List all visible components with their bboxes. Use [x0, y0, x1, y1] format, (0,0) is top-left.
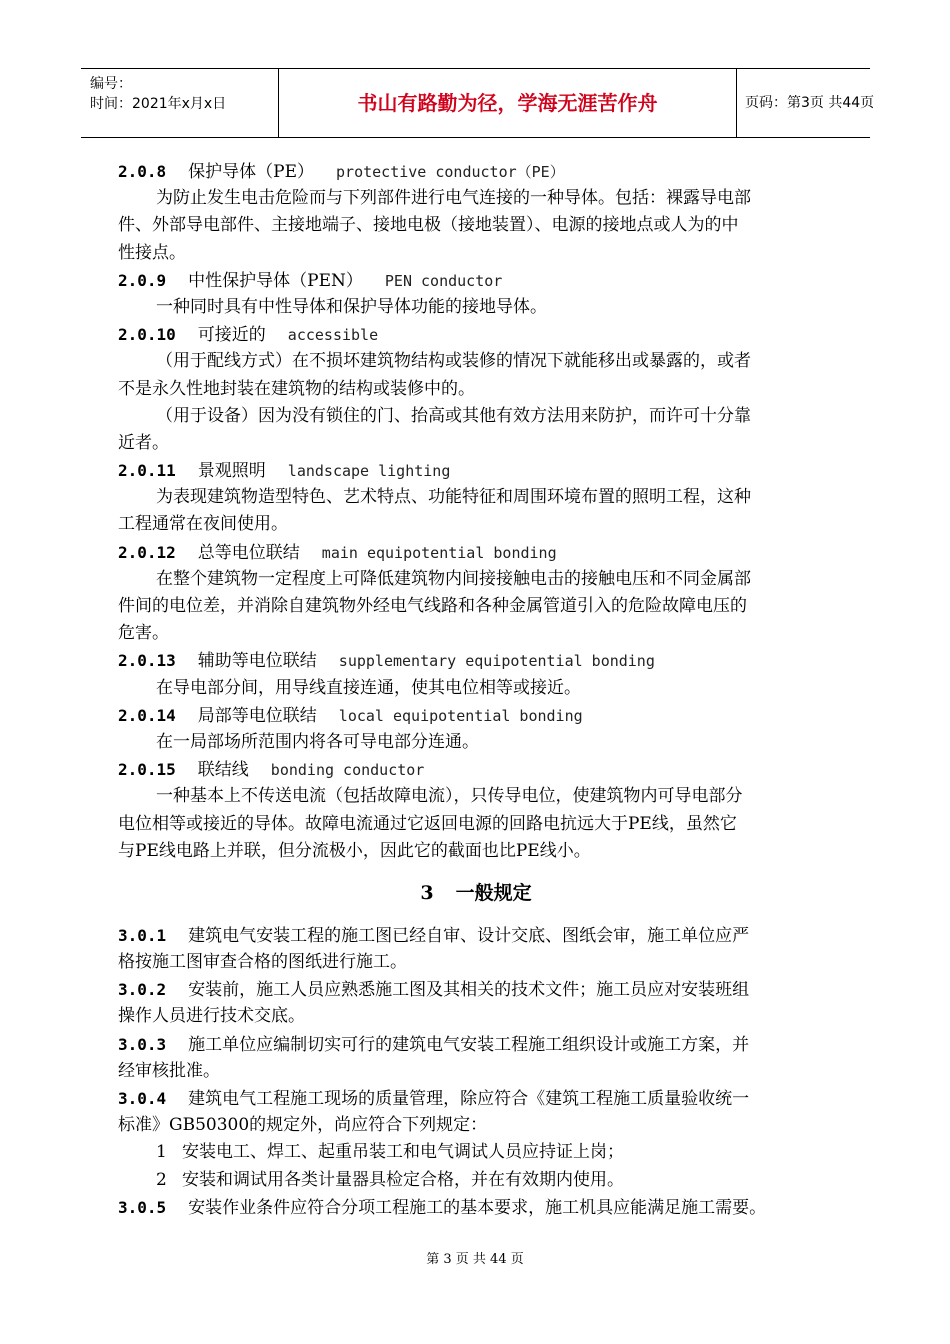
- rule-text: 安装前，施工人员应熟悉施工图及其相关的技术文件；施工员应对安装班组: [188, 980, 750, 1001]
- rule-first-line: [118, 1085, 834, 1112]
- rule-number: 3.0.5: [118, 1197, 167, 1217]
- term-definition-line: 在整个建筑物一定程度上可降低建筑物内间接接触电击的接触电压和不同金属部: [156, 568, 751, 589]
- page-footer: 第 3 页 共 44 页: [426, 1252, 524, 1267]
- term-title: 可接近的: [197, 325, 266, 346]
- term-heading: [118, 756, 834, 783]
- term-number: 2.0.14: [118, 705, 176, 725]
- rule-first-line: [118, 1194, 834, 1221]
- rule-continuation-line: 格按施工图审查合格的图纸进行施工。: [118, 952, 407, 973]
- term-title: 辅助等电位联结: [197, 651, 317, 672]
- term-english: supplementary equipotential bonding: [338, 652, 655, 671]
- term-definition-line: 危害。: [118, 623, 169, 644]
- term-definition-line: 近者。: [118, 432, 169, 453]
- rule-continuation-line: 经审核批准。: [118, 1060, 220, 1081]
- sub-item: [118, 1167, 834, 1194]
- term-definition-line: 在一局部场所范围内将各可导电部分连通。: [156, 731, 479, 752]
- term-definition-line: 一种同时具有中性导体和保护导体功能的接地导体。: [156, 296, 547, 317]
- term-number: 2.0.13: [118, 651, 176, 671]
- sub-item: [118, 1139, 834, 1166]
- term-number: 2.0.10: [118, 325, 176, 345]
- rule-continuation-line: 标准》GB50300的规定外，尚应符合下列规定：: [118, 1115, 488, 1136]
- header-motto: 书山有路勤为径，学海无涯苦作舟: [279, 69, 737, 137]
- term-english: protective conductor（PE）: [336, 163, 565, 181]
- term-heading: [118, 267, 834, 294]
- term-number: 2.0.8: [118, 162, 167, 181]
- rule-text: 安装作业条件应符合分项工程施工的基本要求，施工机具应能满足施工需要。: [188, 1197, 767, 1218]
- header-meta: [81, 69, 279, 137]
- rule-number: 3.0.4: [118, 1089, 167, 1108]
- term-heading: [118, 702, 834, 729]
- section-title: 一般规定: [455, 881, 532, 904]
- header-table: [81, 68, 875, 138]
- rule-number: 3.0.2: [118, 980, 167, 1000]
- term-english: bonding conductor: [270, 761, 425, 780]
- term-definition-line: 一种基本上不传送电流（包括故障电流），只传导电位，使建筑物内可导电部分: [156, 786, 743, 807]
- term-english: local equipotential bonding: [338, 706, 583, 725]
- term-heading: [118, 647, 834, 674]
- term-definition-line: 电位相等或接近的导体。故障电流通过它返回电源的回路电抗远大于PE线，虽然它: [118, 813, 737, 834]
- sub-item-number: 1: [156, 1142, 167, 1163]
- rule-continuation-line: 操作人员进行技术交底。: [118, 1006, 305, 1027]
- term-definition-line: （用于配线方式）在不损坏建筑物结构或装修的情况下就能移出或暴露的，或者: [156, 351, 751, 372]
- term-title: 景观照明: [197, 461, 266, 482]
- term-definition-line: 件、外部导电部件、主接地端子、接地电极（接地装置）、电源的接地点或人为的中: [118, 215, 739, 236]
- term-title: 中性保护导体（PEN）: [188, 270, 363, 291]
- section-number: 3: [420, 881, 434, 904]
- rule-first-line: [118, 1031, 834, 1058]
- rule-first-line: [118, 922, 834, 949]
- term-number: 2.0.12: [118, 542, 176, 562]
- term-title: 局部等电位联结: [197, 705, 317, 726]
- sub-item-number: 2: [156, 1169, 167, 1190]
- term-heading: [118, 158, 834, 185]
- rule-number: 3.0.3: [118, 1034, 167, 1054]
- term-english: main equipotential bonding: [321, 543, 557, 562]
- term-number: 2.0.11: [118, 461, 176, 481]
- term-definition-line: 工程通常在夜间使用。: [118, 514, 288, 535]
- term-english: accessible: [287, 326, 379, 345]
- term-heading: [118, 457, 834, 484]
- term-definition-line: 为防止发生电击危险而与下列部件进行电气连接的一种导体。包括：裸露导电部: [156, 188, 751, 209]
- term-heading: [118, 321, 834, 348]
- term-definition-line: 性接点。: [118, 242, 186, 263]
- rule-first-line: [118, 976, 834, 1003]
- rule-text: 建筑电气安装工程的施工图已经自审、设计交底、图纸会审，施工单位应严: [188, 925, 750, 946]
- term-heading: [118, 539, 834, 566]
- term-title: 联结线: [197, 760, 249, 781]
- rule-text: 建筑电气工程施工现场的质量管理，除应符合《建筑工程施工质量验收统一: [188, 1089, 750, 1109]
- term-english: PEN conductor: [384, 271, 503, 290]
- header-page-info: 页码：第3页 共44页: [745, 95, 875, 111]
- term-definition-line: 为表现建筑物造型特色、艺术特点、功能特征和周围环境布置的照明工程，这种: [156, 487, 751, 508]
- term-number: 2.0.15: [118, 760, 176, 780]
- term-english: landscape lighting: [287, 462, 451, 481]
- doc-date: 时间：2021年x月x日: [90, 96, 227, 112]
- document-body: [118, 158, 834, 1221]
- rule-text: 施工单位应编制切实可行的建筑电气安装工程施工组织设计或施工方案，并: [188, 1034, 750, 1055]
- term-definition-line: 件间的电位差，并消除自建筑物外经电气线路和各种金属管道引入的危险故障电压的: [118, 596, 747, 616]
- term-definition-line: 不是永久性地封装在建筑物的结构或装修中的。: [118, 378, 475, 399]
- rule-number: 3.0.1: [118, 925, 167, 945]
- section-heading: [118, 865, 834, 922]
- term-number: 2.0.9: [118, 270, 167, 290]
- term-title: 保护导体（PE）: [188, 162, 315, 182]
- sub-item-text: 安装电工、焊工、起重吊装工和电气调试人员应持证上岗；: [182, 1142, 624, 1163]
- term-title: 总等电位联结: [197, 542, 300, 563]
- term-definition-line: 与PE线电路上并联，但分流极小，因此它的截面也比PE线小。: [118, 840, 591, 861]
- term-definition-line: （用于设备）因为没有锁住的门、抬高或其他有效方法用来防护，而许可十分靠: [156, 405, 751, 426]
- sub-item-text: 安装和调试用各类计量器具检定合格，并在有效期内使用。: [182, 1169, 624, 1190]
- term-definition-line: 在导电部分间，用导线直接连通，使其电位相等或接近。: [156, 677, 581, 698]
- doc-number: 编号：: [90, 76, 132, 92]
